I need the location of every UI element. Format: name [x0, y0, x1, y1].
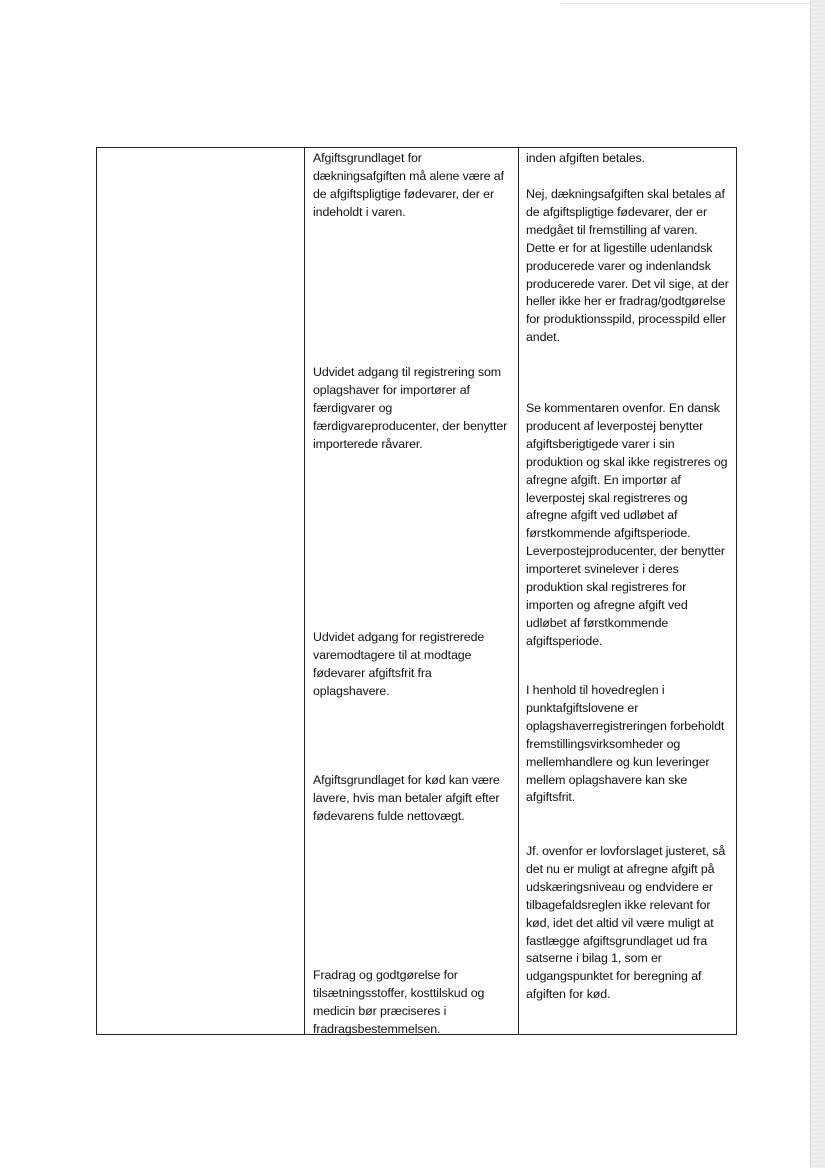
response-text-1: inden afgiften betales.: [526, 151, 645, 165]
column-divider-2: [518, 148, 519, 1034]
comment-table: [96, 147, 737, 1035]
proposal-text-2: Udvidet adgang til registrering som oplagshaver for importører af færdigvarer og færdigvareproducenter, der benytter importerede råvarer.: [313, 365, 508, 451]
response-text-2: Nej, dækningsafgiften skal betales af de afgiftspligtige fødevarer, der er medgået til fremstilling af varen. Dette er for at ligestille udenlandsk producerede varer og indenlandsk producerede varer. Det vil sige, at der heller ikke her er fradrag/godtgørelse for produktionsspild, processpild eller andet.: [526, 187, 729, 345]
response-text-5: Jf. ovenfor er lovforslaget justeret, så det nu er muligt at afregne afgift på udskæringsniveau og endvidere er tilbagefaldsreglen ikke relevant for kød, idet det altid vil være muligt at fastlægge afgiftsgrundlaget ud fra satserne i bilag 1, som er udgangspunktet for beregning af afgiften for kød.: [526, 844, 726, 1002]
response-text-3: Se kommentaren ovenfor. En dansk producent af leverpostej benytter afgiftsberigtigede varer i sin produktion og skal ikke registreres og afregne afgift. En importør af leverpostej skal registreres og afregne afgift ved udløbet af førstkommende afgiftsperiode. Leverpostejproducenter, der benytter importeret svinelever i deres produktion skal registreres for importen og afregne afgift ved udløbet af førstkommende afgiftsperiode.: [526, 401, 728, 648]
scan-top-mark: [560, 3, 810, 4]
proposal-text-4: Afgiftsgrundlaget for kød kan være lavere, hvis man betaler afgift efter fødevarens fulde nettovægt.: [313, 773, 500, 823]
response-text-4: I henhold til hovedreglen i punktafgiftslovene er oplagshaverregistreringen forbeholdt fremstillingsvirksomheder og mellemhandlere og kun leveringer mellem oplagshavere kan ske afgiftsfrit.: [526, 683, 725, 805]
column-divider-1: [304, 148, 305, 1034]
proposal-text-1: Afgiftsgrundlaget for dækningsafgiften må alene være af de afgiftspligtige fødevarer, der er indeholdt i varen.: [313, 151, 504, 219]
proposal-text-5: Fradrag og godtgørelse for tilsætningsstoffer, kosttilskud og medicin bør præciseres i fradragsbestemmelsen.: [313, 968, 485, 1036]
proposal-text-3: Udvidet adgang for registrerede varemodtagere til at modtage fødevarer afgiftsfrit fra oplagshavere.: [313, 630, 485, 698]
scan-edge-shadow: [810, 0, 825, 1168]
